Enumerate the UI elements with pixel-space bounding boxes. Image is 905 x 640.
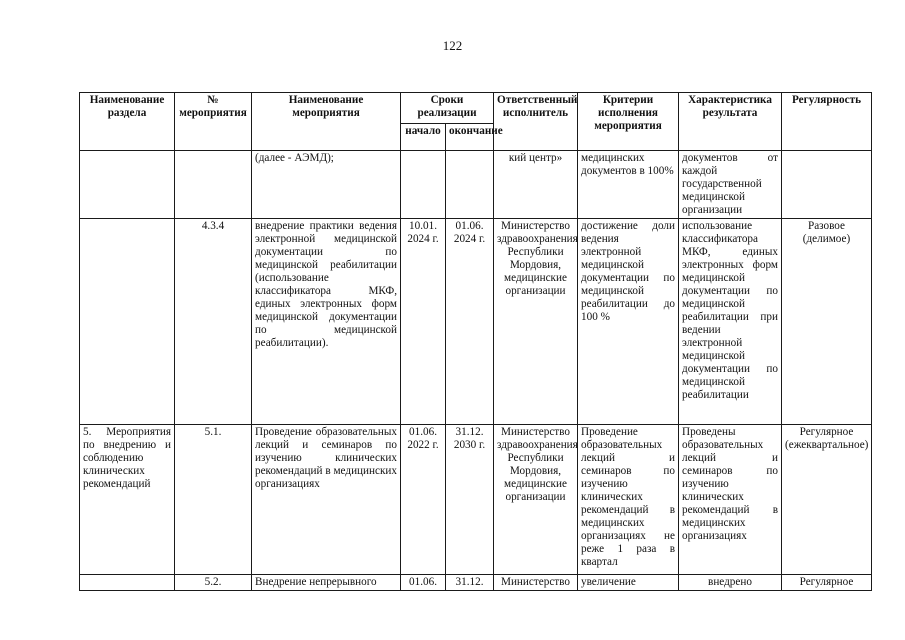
cell-section <box>80 151 175 219</box>
cell-section <box>80 575 175 591</box>
cell-end: 01.06. 2024 г. <box>446 219 494 425</box>
cell-name: внедрение практики ведения электронной медицинской документации по медицинской реабилитации (использование классификатора МКФ, единых электронных форм медицинской документации по медицинской реабилитации). <box>252 219 401 425</box>
cell-result: использование классификатора МКФ, единых электронных форм медицинской документации по медицинской реабилитации при ведении электронной медицинской документации по медицинской реабилитации <box>679 219 782 425</box>
cell-responsible: Министерство здравоохранения Республики Мордовия, медицинские организации <box>494 219 578 425</box>
cell-num <box>175 151 252 219</box>
table-row <box>80 425 872 575</box>
cell-name: (далее - АЭМД); <box>252 151 401 219</box>
cell-criteria: Проведение образовательных лекций и семинаров по изучению клинических рекомендаций в медицинских организациях не реже 1 раза в квартал <box>578 425 679 575</box>
cell-result: Проведены образовательных лекций и семинаров по изучению клинических рекомендаций в медицинских организациях <box>679 425 782 575</box>
table-row <box>80 575 872 591</box>
header-criteria: Критерии исполнения мероприятия <box>578 93 679 151</box>
table-row <box>80 219 872 425</box>
cell-criteria: медицинских документов в 100% <box>578 151 679 219</box>
measures-table <box>79 92 872 591</box>
cell-end <box>446 151 494 219</box>
table-row <box>80 151 872 219</box>
cell-result: внедрено <box>679 575 782 591</box>
cell-start: 01.06. <box>401 575 446 591</box>
header-end: окончание <box>446 124 494 151</box>
cell-regularity: Разовое (делимое) <box>782 219 872 425</box>
cell-criteria: увеличение <box>578 575 679 591</box>
cell-regularity <box>782 151 872 219</box>
header-name: Наименование мероприятия <box>252 93 401 151</box>
cell-num: 4.3.4 <box>175 219 252 425</box>
cell-result: документов от каждой государственной медицинской организации <box>679 151 782 219</box>
header-start: начало <box>401 124 446 151</box>
cell-end: 31.12. 2030 г. <box>446 425 494 575</box>
cell-name: Проведение образовательных лекций и семинаров по изучению клинических рекомендаций в медицинских организациях <box>252 425 401 575</box>
cell-responsible: Министерство здравоохранения Республики Мордовия, медицинские организации <box>494 425 578 575</box>
cell-responsible: кий центр» <box>494 151 578 219</box>
cell-start <box>401 151 446 219</box>
cell-name: Внедрение непрерывного <box>252 575 401 591</box>
cell-responsible: Министерство <box>494 575 578 591</box>
header-num: № мероприятия <box>175 93 252 151</box>
cell-num: 5.2. <box>175 575 252 591</box>
cell-section: 5. Мероприятия по внедрению и соблюдению клинических рекомендаций <box>80 425 175 575</box>
cell-start: 01.06. 2022 г. <box>401 425 446 575</box>
header-terms: Сроки реализации <box>401 93 494 124</box>
cell-regularity: Регулярное <box>782 575 872 591</box>
page-number: 122 <box>442 38 463 53</box>
header-regularity: Регулярность <box>782 93 872 151</box>
cell-section <box>80 219 175 425</box>
cell-regularity: Регулярное (ежеквартальное) <box>782 425 872 575</box>
header-responsible: Ответственный исполнитель <box>494 93 578 151</box>
cell-criteria: достижение доли ведения электронной медицинской документации по медицинской реабилитации до 100 % <box>578 219 679 425</box>
header-section: Наименование раздела <box>80 93 175 151</box>
cell-start: 10.01. 2024 г. <box>401 219 446 425</box>
cell-end: 31.12. <box>446 575 494 591</box>
cell-num: 5.1. <box>175 425 252 575</box>
header-result: Характеристика результата <box>679 93 782 151</box>
